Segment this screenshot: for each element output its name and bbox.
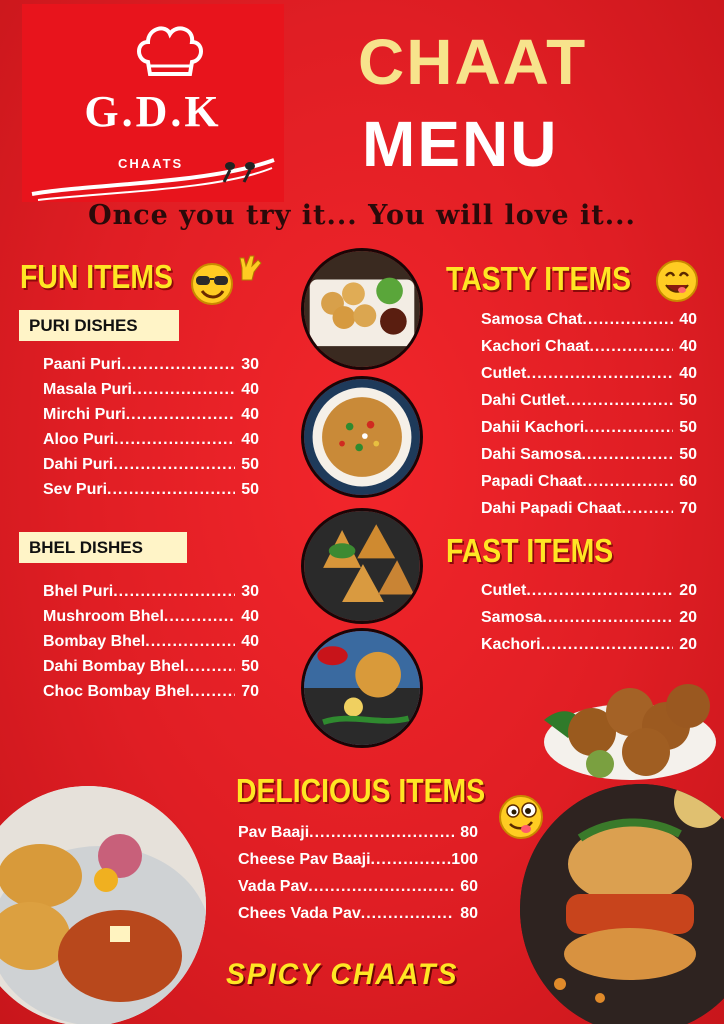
tasty-items-heading: TASTY ITEMS [446, 260, 632, 297]
list-item: Paani Puri ..... 30 [43, 356, 259, 374]
spoon-fork-icon [218, 158, 264, 184]
vada-pav-illustration [520, 784, 724, 1024]
list-item: Dahi Puri ..... 50 [43, 456, 259, 474]
bhel-dishes-list [43, 583, 259, 708]
list-item: Aloo Puri ..... 40 [43, 431, 259, 449]
list-item: Dahi Cutlet ..... 50 [481, 392, 697, 410]
cutlet-plate-photo [538, 668, 716, 786]
fast-items-heading: FAST ITEMS [446, 532, 614, 569]
list-item: Vada Pav ..... 60 [238, 878, 478, 896]
list-item: Masala Puri ..... 40 [43, 381, 259, 399]
pani-puri-photo [301, 248, 423, 370]
brand-sub: CHAATS [118, 156, 184, 171]
puri-dishes-list [43, 356, 259, 506]
yum-face-emoji [654, 258, 700, 304]
delicious-items-heading: DELICIOUS ITEMS [236, 772, 486, 809]
menu-title-line2: MENU [362, 108, 559, 180]
hand-sign-icon [236, 252, 264, 282]
list-item: Dahi Bombay Bhel ..... 50 [43, 658, 259, 676]
delicious-items-list [238, 824, 478, 932]
list-item: Cheese Pav Baaji ..... 100 [238, 851, 478, 869]
list-item: Sev Puri ..... 50 [43, 481, 259, 499]
menu-title-line1: CHAAT [358, 26, 588, 98]
list-item: Pav Baaji ..... 80 [238, 824, 478, 842]
list-item: Bombay Bhel ..... 40 [43, 633, 259, 651]
kachori-photo [301, 628, 423, 748]
list-item: Kachori ..... 20 [481, 636, 697, 654]
chef-hat-icon [134, 22, 204, 80]
pav-bhaji-illustration [0, 786, 206, 1024]
bhel-dishes-label: BHEL DISHES [19, 532, 187, 563]
samosa-photo [301, 508, 423, 624]
fun-items-heading: FUN ITEMS [20, 258, 173, 295]
list-item: Bhel Puri ..... 30 [43, 583, 259, 601]
list-item: Dahi Samosa ..... 50 [481, 446, 697, 464]
list-item: Samosa ..... 20 [481, 609, 697, 627]
bhel-puri-photo [301, 376, 423, 498]
list-item: Dahi Papadi Chaat ..... 70 [481, 500, 697, 518]
list-item: Cutlet ..... 40 [481, 365, 697, 383]
list-item: Mirchi Puri ..... 40 [43, 406, 259, 424]
list-item: Papadi Chaat ..... 60 [481, 473, 697, 491]
fast-items-list [481, 582, 697, 663]
tasty-items-list [481, 311, 697, 527]
tagline: Once you try it... You will love it... [88, 200, 636, 231]
puri-dishes-label: PURI DISHES [19, 310, 179, 341]
list-item: Kachori Chaat ..... 40 [481, 338, 697, 356]
list-item: Choc Bombay Bhel ..... 70 [43, 683, 259, 701]
list-item: Mushroom Bhel ..... 40 [43, 608, 259, 626]
list-item: Samosa Chat ..... 40 [481, 311, 697, 329]
brand-logo [22, 4, 284, 202]
list-item: Cutlet ..... 20 [481, 582, 697, 600]
pav-bhaji-photo [0, 786, 206, 1024]
brand-name: G.D.K [84, 87, 222, 136]
list-item: Chees Vada Pav ..... 80 [238, 905, 478, 923]
list-item: Dahii Kachori ..... 50 [481, 419, 697, 437]
spicy-chaats-footer: SPICY CHAATS [226, 958, 459, 991]
cool-face-emoji [188, 258, 236, 306]
silly-face-emoji [496, 792, 546, 842]
vada-pav-photo [520, 784, 724, 1024]
